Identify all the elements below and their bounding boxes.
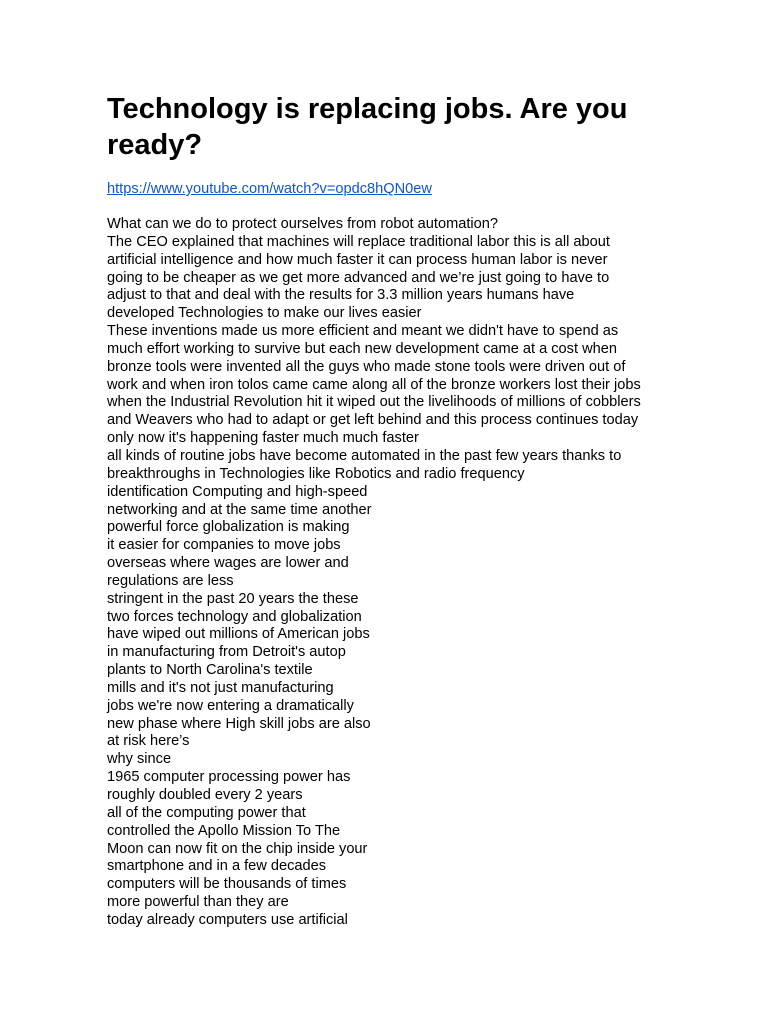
body-line: stringent in the past 20 years the these bbox=[107, 590, 359, 607]
body-line: smartphone and in a few decades bbox=[107, 858, 327, 875]
body-line: why since bbox=[107, 751, 172, 768]
body-line: all of the computing power that bbox=[107, 804, 306, 821]
body-line: only now it's happening faster much much faster bbox=[107, 430, 419, 447]
body-line: identification Computing and high-speed bbox=[107, 483, 368, 500]
body-line: controlled the Apollo Mission To The bbox=[107, 822, 341, 839]
body-line: developed Technologies to make our lives easier bbox=[107, 305, 422, 322]
body-line: when the Industrial Revolution hit it wiped out the livelihoods of millions of cobblers bbox=[107, 394, 641, 411]
body-line: computers will be thousands of times bbox=[107, 876, 347, 893]
document-page bbox=[107, 91, 667, 930]
document-body bbox=[107, 216, 667, 930]
body-line: artificial intelligence and how much faster it can process human labor is never bbox=[107, 251, 608, 268]
body-line: in manufacturing from Detroit's autop bbox=[107, 644, 346, 661]
body-line: more powerful than they are bbox=[107, 894, 289, 911]
body-line: jobs we're now entering a dramatically bbox=[107, 697, 354, 714]
body-line: much effort working to survive but each new development came at a cost when bbox=[107, 340, 617, 357]
body-line: all kinds of routine jobs have become automated in the past few years thanks to bbox=[107, 447, 622, 464]
body-line: have wiped out millions of American jobs bbox=[107, 626, 370, 643]
body-line: going to be cheaper as we get more advanced and we’re just going to have to bbox=[107, 269, 610, 286]
body-line: it easier for companies to move jobs bbox=[107, 537, 341, 554]
body-line: 1965 computer processing power has bbox=[107, 769, 351, 786]
youtube-link[interactable]: https://www.youtube.com/watch?v=opdc8hQN0ew bbox=[107, 181, 432, 197]
body-line: networking and at the same time another bbox=[107, 501, 372, 518]
body-line: plants to North Carolina's textile bbox=[107, 662, 313, 679]
body-line: roughly doubled every 2 years bbox=[107, 787, 303, 803]
body-line: work and when iron tolos came came along all of the bronze workers lost their jobs bbox=[107, 376, 641, 393]
body-line: The CEO explained that machines will replace traditional labor this is all about bbox=[107, 233, 610, 250]
body-line: mills and it's not just manufacturing bbox=[107, 679, 334, 696]
body-line: breakthroughs in Technologies like Robotics and radio frequency bbox=[107, 465, 525, 482]
body-line: Moon can now fit on the chip inside your bbox=[107, 840, 368, 857]
document-title: Technology is replacing jobs. Are you ready? bbox=[107, 93, 628, 161]
body-line: at risk here’s bbox=[107, 733, 190, 750]
body-line: overseas where wages are lower and bbox=[107, 555, 349, 572]
body-line: two forces technology and globalization bbox=[107, 608, 362, 625]
body-line: today already computers use artificial bbox=[107, 911, 348, 928]
body-line: powerful force globalization is making bbox=[107, 519, 350, 536]
body-line: regulations are less bbox=[107, 572, 234, 589]
body-line: These inventions made us more efficient and meant we didn't have to spend as bbox=[107, 323, 619, 340]
body-line: new phase where High skill jobs are also bbox=[107, 715, 371, 732]
body-line: and Weavers who had to adapt or get left behind and this process continues today bbox=[107, 412, 639, 429]
body-line: adjust to that and deal with the results for 3.3 million years humans have bbox=[107, 287, 575, 304]
body-line: bronze tools were invented all the guys who made stone tools were driven out of bbox=[107, 358, 626, 375]
body-line: What can we do to protect ourselves from robot automation? bbox=[107, 216, 498, 232]
